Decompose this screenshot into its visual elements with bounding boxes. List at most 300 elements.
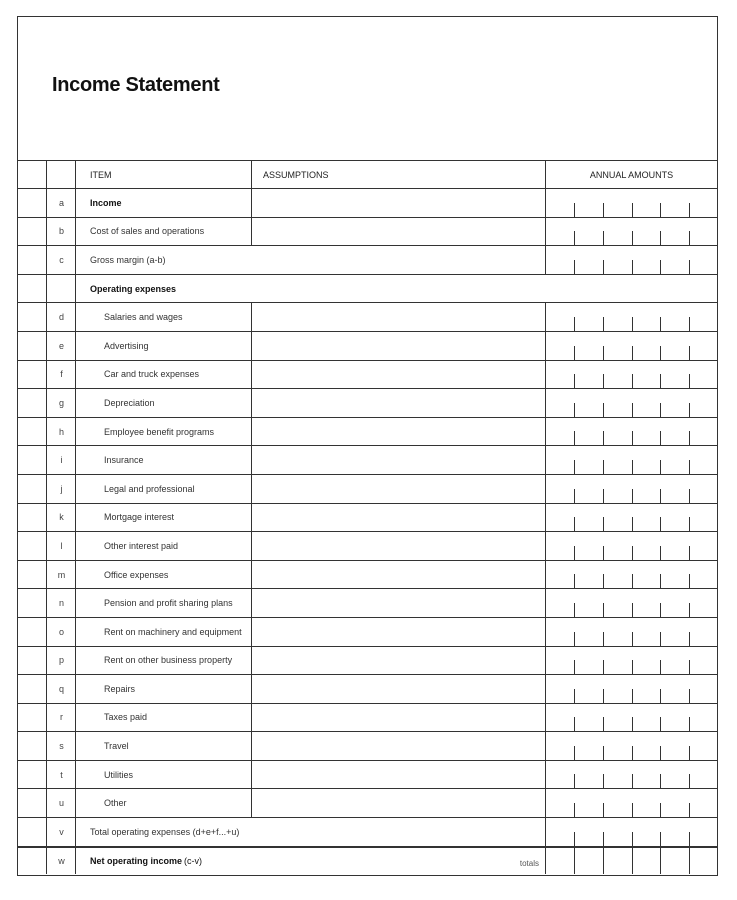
digit-tick xyxy=(632,489,633,503)
assumptions-header xyxy=(251,161,545,188)
table-row xyxy=(18,788,717,817)
digit-tick xyxy=(603,346,604,360)
row-item-label xyxy=(76,504,251,532)
digit-tick xyxy=(574,689,575,703)
digit-tick xyxy=(660,546,661,560)
row-item-text: Insurance xyxy=(104,455,144,466)
digit-tick xyxy=(689,374,690,388)
annual-amounts-header xyxy=(545,161,717,188)
annual-amount-input[interactable] xyxy=(545,704,717,732)
row-item-text: Repairs xyxy=(104,683,136,694)
digit-tick xyxy=(660,574,661,588)
annual-amount-input[interactable] xyxy=(545,189,717,217)
row-item-text: Depreciation xyxy=(104,397,155,408)
digit-tick xyxy=(603,746,604,760)
row-letter-cell xyxy=(18,389,76,417)
table-row xyxy=(18,188,717,217)
assumptions-input[interactable] xyxy=(251,475,545,503)
annual-amount-input[interactable] xyxy=(545,848,717,875)
digit-tick xyxy=(632,660,633,674)
row-item-label xyxy=(76,189,251,217)
row-letter: h xyxy=(58,426,64,437)
digit-tick xyxy=(660,717,661,731)
row-letter: i xyxy=(60,455,63,466)
row-letter: w xyxy=(58,855,65,866)
digit-tick xyxy=(603,431,604,445)
row-letter: e xyxy=(58,340,64,351)
assumptions-input[interactable] xyxy=(251,532,545,560)
digit-tick xyxy=(603,260,604,274)
row-item-text: Advertising xyxy=(104,340,149,351)
table-row xyxy=(18,617,717,646)
row-letter-cell xyxy=(18,475,76,503)
row-letter: b xyxy=(58,226,64,237)
row-item-text: Travel xyxy=(104,741,129,752)
digit-tick xyxy=(632,546,633,560)
row-letter-cell xyxy=(18,789,76,817)
row-item-text: Rent on other business property xyxy=(104,655,233,666)
row-letter-cell xyxy=(18,218,76,246)
row-item-text: Total operating expenses (d+e+f...+u) xyxy=(90,826,240,837)
assumptions-input[interactable] xyxy=(251,303,545,331)
row-letter: n xyxy=(58,598,64,609)
digit-tick xyxy=(689,832,690,846)
digit-tick xyxy=(603,803,604,817)
row-item-formula: (c-v) xyxy=(184,855,203,866)
row-item-text: Legal and professional xyxy=(104,483,195,494)
digit-tick xyxy=(632,603,633,617)
digit-tick xyxy=(660,774,661,788)
assumptions-input[interactable] xyxy=(251,389,545,417)
item-header-label: ITEM xyxy=(90,169,112,180)
amount-digit-ticks xyxy=(546,803,717,817)
digit-tick xyxy=(574,460,575,474)
digit-tick xyxy=(603,231,604,245)
assumptions-input[interactable] xyxy=(251,361,545,389)
assumptions-input[interactable] xyxy=(251,418,545,446)
digit-tick xyxy=(660,517,661,531)
digit-tick xyxy=(689,460,690,474)
digit-tick xyxy=(660,660,661,674)
digit-tick xyxy=(632,803,633,817)
table-row xyxy=(18,846,717,875)
amount-digit-ticks xyxy=(546,746,717,760)
digit-tick xyxy=(632,574,633,588)
digit-tick xyxy=(603,603,604,617)
assumptions-input[interactable] xyxy=(251,504,545,532)
digit-tick xyxy=(603,632,604,646)
digit-tick xyxy=(603,374,604,388)
digit-tick xyxy=(689,403,690,417)
row-letter: q xyxy=(58,683,64,694)
row-letter-cell xyxy=(18,246,76,274)
row-item-text: Mortgage interest xyxy=(104,512,175,523)
digit-tick xyxy=(574,803,575,817)
annual-amount-input[interactable] xyxy=(545,761,717,789)
digit-tick xyxy=(574,346,575,360)
digit-tick xyxy=(603,489,604,503)
annual-amount-input[interactable] xyxy=(545,504,717,532)
digit-tick xyxy=(660,203,661,217)
digit-tick xyxy=(660,346,661,360)
digit-tick xyxy=(632,832,633,846)
digit-tick xyxy=(574,546,575,560)
digit-tick xyxy=(689,717,690,731)
digit-tick xyxy=(603,832,604,846)
digit-tick xyxy=(660,431,661,445)
table-row xyxy=(18,274,717,303)
digit-tick xyxy=(689,260,690,274)
row-letter-cell xyxy=(18,303,76,331)
amount-digit-ticks xyxy=(546,260,717,274)
digit-tick xyxy=(689,574,690,588)
row-item-label xyxy=(76,818,546,846)
row-item-label xyxy=(76,246,546,274)
row-item-text: Car and truck expenses xyxy=(104,369,200,380)
table-row xyxy=(18,474,717,503)
table-row xyxy=(18,360,717,389)
annual-amount-input[interactable] xyxy=(545,246,717,274)
row-item-label xyxy=(76,561,251,589)
row-letter: g xyxy=(58,397,64,408)
amount-digit-ticks xyxy=(546,717,717,731)
row-item-label xyxy=(76,275,717,303)
assumptions-input[interactable] xyxy=(251,189,545,217)
digit-tick xyxy=(632,260,633,274)
row-item-label xyxy=(76,704,251,732)
digit-tick xyxy=(660,803,661,817)
annual-amount-input[interactable] xyxy=(545,618,717,646)
table-row xyxy=(18,217,717,246)
digit-tick xyxy=(689,603,690,617)
digit-tick xyxy=(660,231,661,245)
table-row xyxy=(18,731,717,760)
income-table xyxy=(18,160,717,874)
row-item-text: Rent on machinery and equipment xyxy=(104,626,242,637)
annual-amount-input[interactable] xyxy=(545,732,717,760)
amount-digit-ticks xyxy=(546,632,717,646)
row-letter-cell xyxy=(18,504,76,532)
digit-tick xyxy=(689,546,690,560)
annual-amount-input[interactable] xyxy=(545,532,717,560)
row-letter: l xyxy=(60,540,63,551)
amount-divider xyxy=(603,848,604,875)
table-row xyxy=(18,245,717,274)
digit-tick xyxy=(660,746,661,760)
digit-tick xyxy=(603,546,604,560)
row-letter: u xyxy=(58,798,64,809)
amount-digit-ticks xyxy=(546,460,717,474)
digit-tick xyxy=(603,317,604,331)
table-row xyxy=(18,503,717,532)
amount-digit-ticks xyxy=(546,774,717,788)
digit-tick xyxy=(574,403,575,417)
digit-tick xyxy=(632,431,633,445)
row-letter: p xyxy=(58,655,64,666)
annual-amount-input[interactable] xyxy=(545,789,717,817)
digit-tick xyxy=(660,603,661,617)
income-statement-form xyxy=(17,16,718,876)
assumptions-input[interactable] xyxy=(251,704,545,732)
digit-tick xyxy=(574,774,575,788)
row-item-label xyxy=(76,389,251,417)
digit-tick xyxy=(689,231,690,245)
annual-amount-input[interactable] xyxy=(545,418,717,446)
digit-tick xyxy=(689,660,690,674)
digit-tick xyxy=(660,632,661,646)
row-item-label xyxy=(76,332,251,360)
assumptions-input[interactable] xyxy=(251,675,545,703)
digit-tick xyxy=(574,517,575,531)
table-row xyxy=(18,674,717,703)
digit-tick xyxy=(632,346,633,360)
digit-tick xyxy=(660,489,661,503)
amount-digit-ticks xyxy=(546,489,717,503)
digit-tick xyxy=(574,231,575,245)
row-letter-cell xyxy=(18,618,76,646)
digit-tick xyxy=(689,632,690,646)
row-letter-cell xyxy=(18,189,76,217)
table-row xyxy=(18,703,717,732)
amount-divider xyxy=(689,848,690,875)
assumptions-input[interactable] xyxy=(251,218,545,246)
row-item-text: Income xyxy=(90,197,122,208)
row-item-text: Utilities xyxy=(104,769,134,780)
digit-tick xyxy=(574,717,575,731)
letter-header-cell xyxy=(18,161,76,188)
row-item-label xyxy=(76,789,251,817)
row-letter: c xyxy=(59,254,64,265)
amount-divider xyxy=(660,848,661,875)
annual-amount-input[interactable] xyxy=(545,675,717,703)
digit-tick xyxy=(603,203,604,217)
digit-tick xyxy=(574,603,575,617)
digit-tick xyxy=(574,489,575,503)
digit-tick xyxy=(574,746,575,760)
amount-divider xyxy=(632,848,633,875)
assumptions-input[interactable] xyxy=(251,761,545,789)
row-letter: a xyxy=(58,197,64,208)
amount-digit-ticks xyxy=(546,517,717,531)
annual-amount-input[interactable] xyxy=(545,589,717,617)
digit-tick xyxy=(660,403,661,417)
row-item-label xyxy=(76,647,251,675)
digit-tick xyxy=(603,774,604,788)
amount-divider xyxy=(574,848,575,875)
digit-tick xyxy=(603,403,604,417)
row-item-label xyxy=(76,361,251,389)
row-item-label xyxy=(76,675,251,703)
row-item-label xyxy=(76,418,251,446)
amount-digit-ticks xyxy=(546,832,717,846)
digit-tick xyxy=(632,317,633,331)
annual-amount-input[interactable] xyxy=(545,647,717,675)
row-letter-cell xyxy=(18,818,76,846)
row-letter: v xyxy=(59,826,64,837)
digit-tick xyxy=(632,231,633,245)
digit-tick xyxy=(574,632,575,646)
row-letter-cell xyxy=(18,675,76,703)
assumptions-input[interactable] xyxy=(251,446,545,474)
digit-tick xyxy=(632,717,633,731)
digit-tick xyxy=(632,403,633,417)
row-item-label xyxy=(76,848,546,875)
assumptions-input[interactable] xyxy=(251,589,545,617)
digit-tick xyxy=(660,260,661,274)
row-letter: r xyxy=(60,712,63,723)
digit-tick xyxy=(689,774,690,788)
row-letter-cell xyxy=(18,589,76,617)
digit-tick xyxy=(660,832,661,846)
annual-amount-input[interactable] xyxy=(545,475,717,503)
amount-digit-ticks xyxy=(546,403,717,417)
row-letter-cell xyxy=(18,332,76,360)
digit-tick xyxy=(689,431,690,445)
row-letter: f xyxy=(60,369,63,380)
digit-tick xyxy=(632,746,633,760)
item-header xyxy=(76,161,251,188)
assumptions-input[interactable] xyxy=(251,647,545,675)
digit-tick xyxy=(632,632,633,646)
digit-tick xyxy=(632,203,633,217)
annual-amounts-header-label: ANNUAL AMOUNTS xyxy=(589,169,674,180)
row-letter: o xyxy=(58,626,64,637)
row-letter: m xyxy=(57,569,66,580)
assumptions-input[interactable] xyxy=(251,618,545,646)
annual-amount-input[interactable] xyxy=(545,389,717,417)
annual-amount-input[interactable] xyxy=(545,303,717,331)
table-row xyxy=(18,331,717,360)
amount-digit-ticks xyxy=(546,317,717,331)
digit-tick xyxy=(689,746,690,760)
digit-tick xyxy=(603,689,604,703)
digit-tick xyxy=(632,460,633,474)
amount-digit-ticks xyxy=(546,231,717,245)
amount-digit-ticks xyxy=(546,689,717,703)
row-item-label xyxy=(76,303,251,331)
annual-amount-input[interactable] xyxy=(545,818,717,846)
digit-tick xyxy=(603,517,604,531)
totals-label: totals xyxy=(519,859,539,869)
row-letter: d xyxy=(58,312,64,323)
annual-amount-input[interactable] xyxy=(545,561,717,589)
row-item-label xyxy=(76,618,251,646)
row-letter: t xyxy=(60,769,63,780)
annual-amount-input[interactable] xyxy=(545,361,717,389)
digit-tick xyxy=(574,260,575,274)
row-letter-cell xyxy=(18,532,76,560)
row-item-text: Net operating income xyxy=(90,855,183,866)
digit-tick xyxy=(574,431,575,445)
assumptions-input[interactable] xyxy=(251,332,545,360)
table-row xyxy=(18,388,717,417)
digit-tick xyxy=(689,517,690,531)
table-row xyxy=(18,531,717,560)
annual-amount-input[interactable] xyxy=(545,218,717,246)
table-row xyxy=(18,817,717,846)
digit-tick xyxy=(632,374,633,388)
row-item-label xyxy=(76,218,251,246)
row-item-text: Taxes paid xyxy=(104,712,148,723)
assumptions-input[interactable] xyxy=(251,561,545,589)
row-item-text: Gross margin (a-b) xyxy=(90,254,166,265)
row-item-label xyxy=(76,446,251,474)
row-letter-cell xyxy=(18,275,76,303)
table-header-row xyxy=(18,160,717,188)
amount-digit-ticks xyxy=(546,660,717,674)
digit-tick xyxy=(603,460,604,474)
digit-tick xyxy=(660,460,661,474)
table-row xyxy=(18,588,717,617)
row-item-text: Employee benefit programs xyxy=(104,426,215,437)
digit-tick xyxy=(603,717,604,731)
row-item-label xyxy=(76,532,251,560)
row-item-text: Salaries and wages xyxy=(104,312,183,323)
row-item-label xyxy=(76,761,251,789)
row-letter: k xyxy=(59,512,64,523)
digit-tick xyxy=(574,317,575,331)
digit-tick xyxy=(574,832,575,846)
row-letter-cell xyxy=(18,848,76,875)
digit-tick xyxy=(574,374,575,388)
digit-tick xyxy=(689,689,690,703)
digit-tick xyxy=(660,689,661,703)
page-title: Income Statement xyxy=(52,74,220,96)
assumptions-input[interactable] xyxy=(251,732,545,760)
assumptions-input[interactable] xyxy=(251,789,545,817)
row-letter-cell xyxy=(18,446,76,474)
table-row xyxy=(18,417,717,446)
table-row xyxy=(18,646,717,675)
digit-tick xyxy=(689,803,690,817)
digit-tick xyxy=(689,317,690,331)
row-letter: s xyxy=(59,741,64,752)
row-item-text: Other interest paid xyxy=(104,540,179,551)
annual-amount-input[interactable] xyxy=(545,446,717,474)
row-letter-cell xyxy=(18,361,76,389)
amount-digit-ticks xyxy=(546,546,717,560)
row-letter-cell xyxy=(18,647,76,675)
table-row xyxy=(18,445,717,474)
row-letter-cell xyxy=(18,732,76,760)
table-row xyxy=(18,760,717,789)
digit-tick xyxy=(632,517,633,531)
amount-digit-ticks xyxy=(546,603,717,617)
digit-tick xyxy=(660,317,661,331)
row-item-label xyxy=(76,589,251,617)
amount-digit-ticks xyxy=(546,574,717,588)
row-item-text: Other xyxy=(104,798,127,809)
digit-tick xyxy=(574,203,575,217)
row-item-text: Cost of sales and operations xyxy=(90,226,205,237)
digit-tick xyxy=(660,374,661,388)
digit-tick xyxy=(603,574,604,588)
row-letter-cell xyxy=(18,761,76,789)
digit-tick xyxy=(603,660,604,674)
row-item-text: Operating expenses xyxy=(90,283,177,294)
row-item-label xyxy=(76,475,251,503)
row-letter-cell xyxy=(18,418,76,446)
digit-tick xyxy=(632,774,633,788)
assumptions-header-label: ASSUMPTIONS xyxy=(263,169,329,180)
row-item-text: Office expenses xyxy=(104,569,169,580)
annual-amount-input[interactable] xyxy=(545,332,717,360)
amount-digit-ticks xyxy=(546,374,717,388)
amount-digit-ticks xyxy=(546,431,717,445)
digit-tick xyxy=(689,489,690,503)
row-item-text: Pension and profit sharing plans xyxy=(104,598,233,609)
digit-tick xyxy=(689,346,690,360)
